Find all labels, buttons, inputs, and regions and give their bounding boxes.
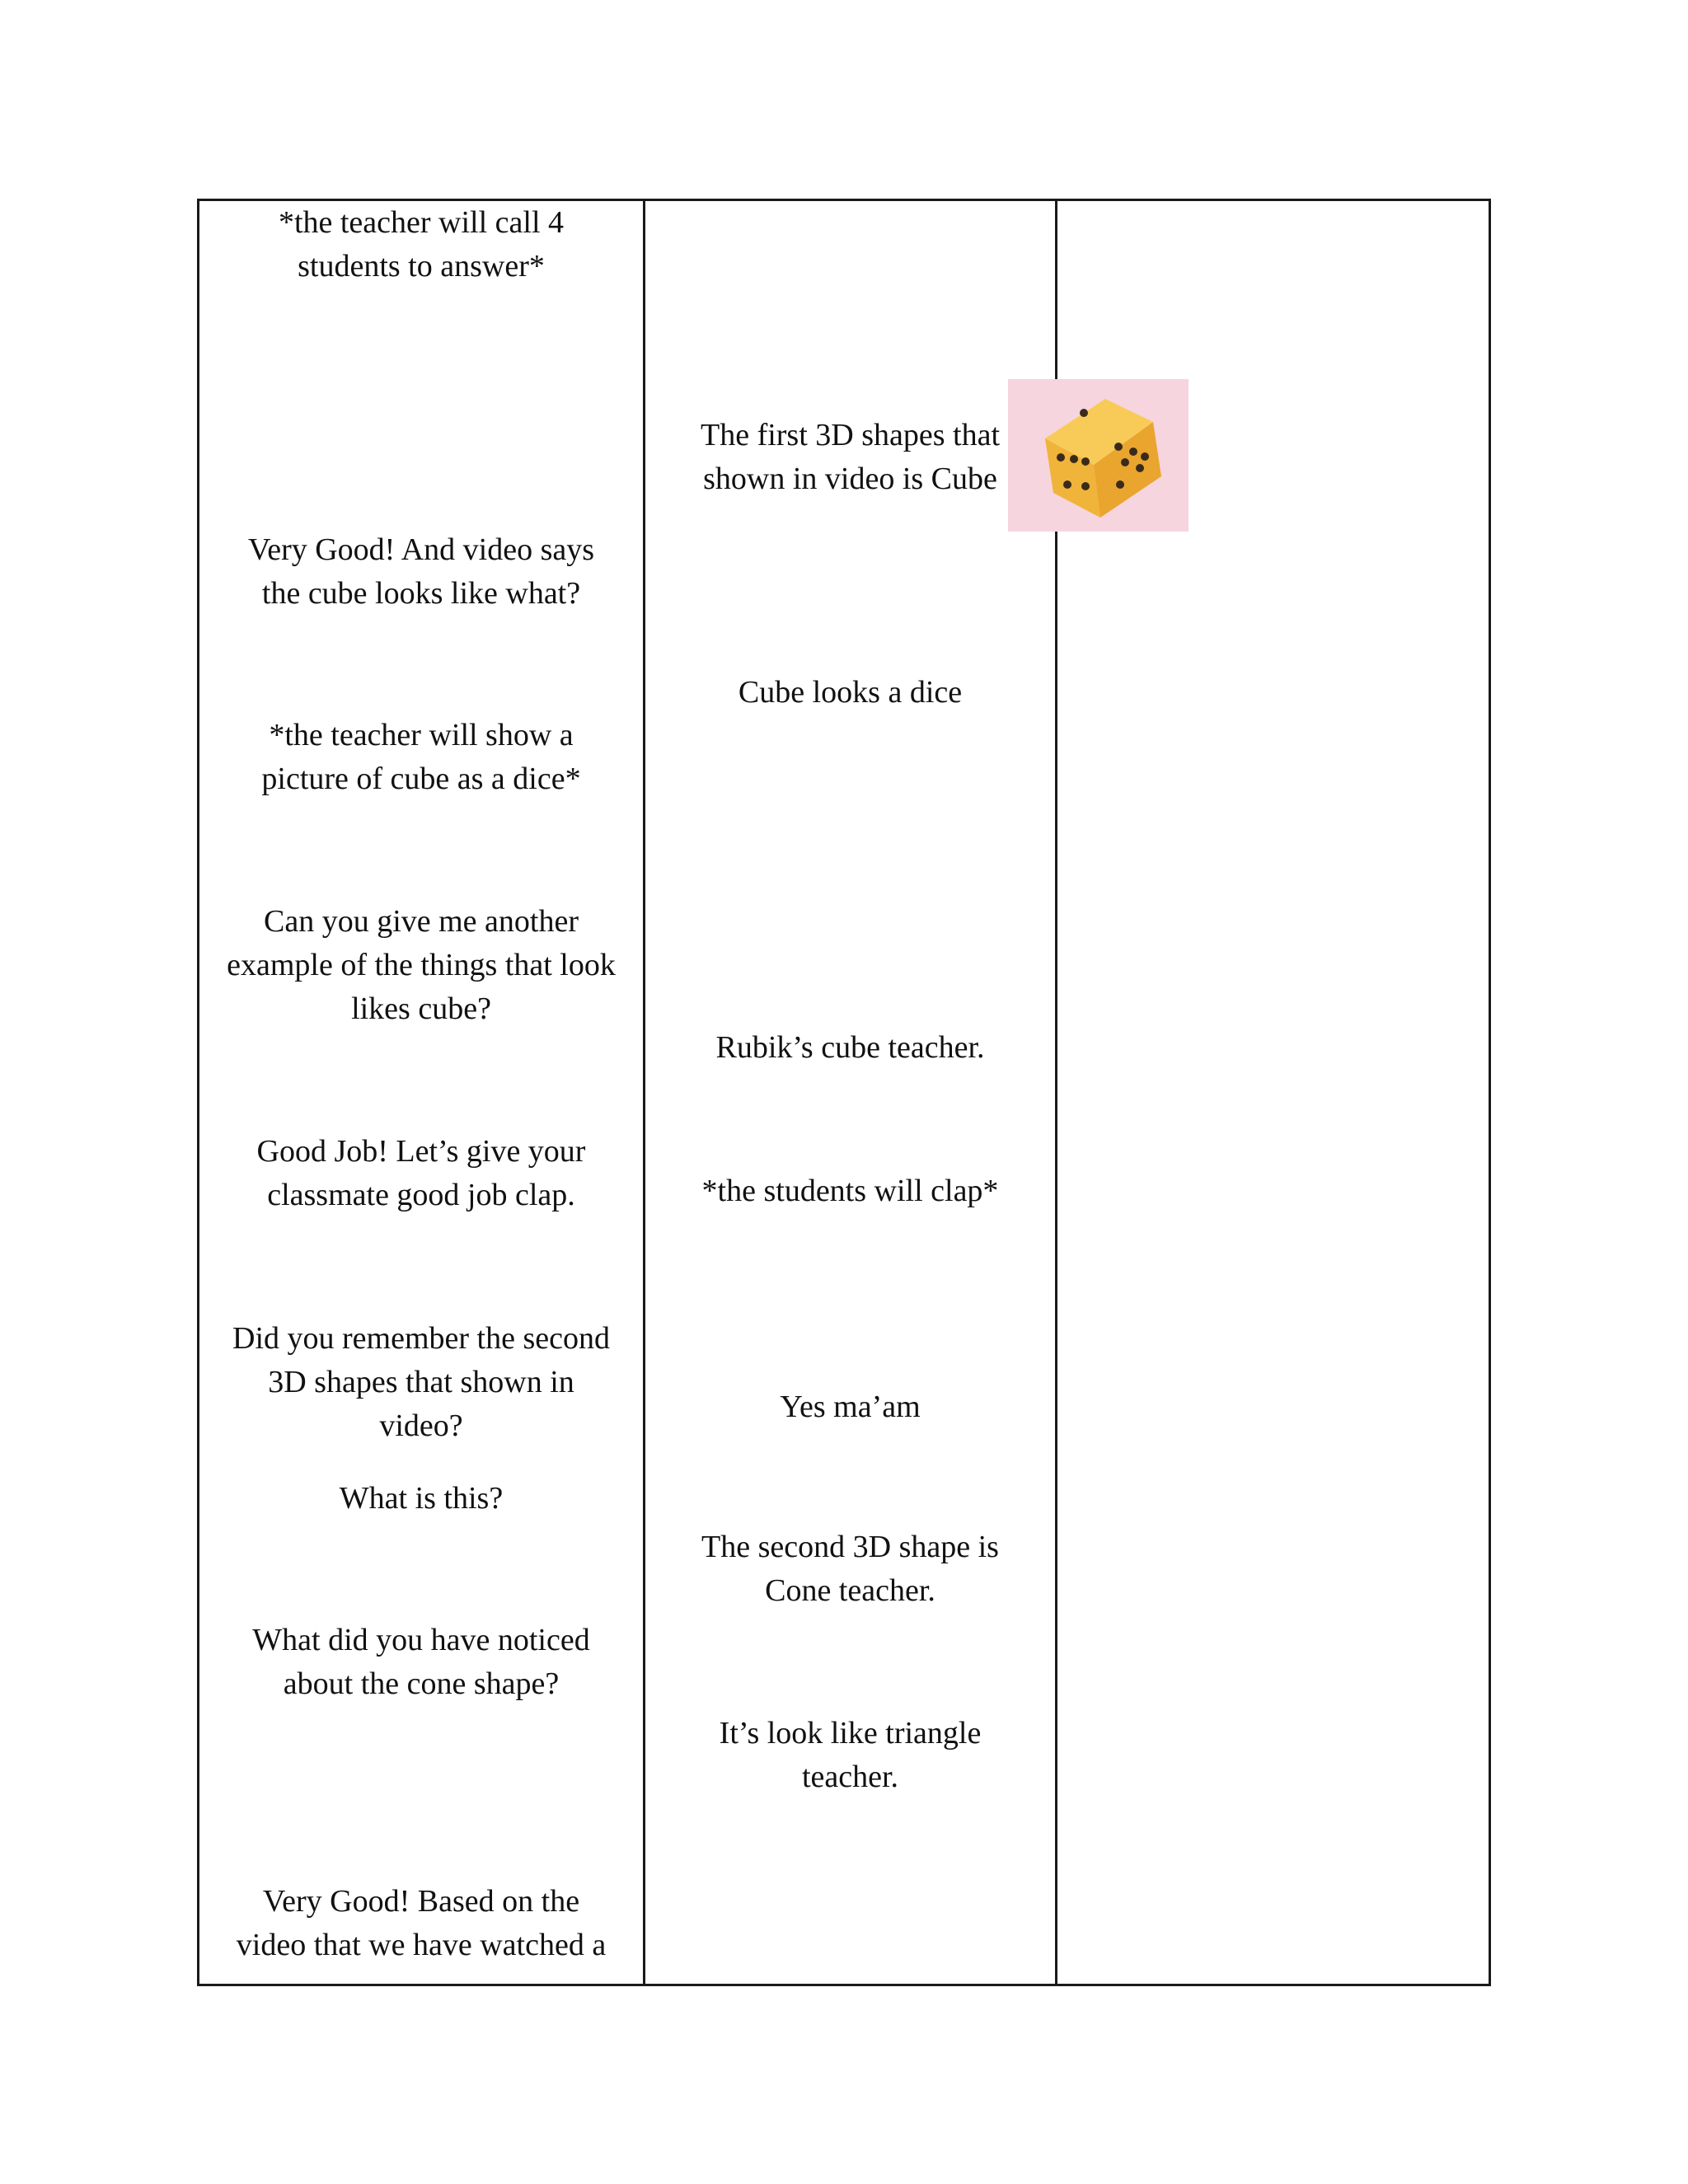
teacher-question: Can you give me another example of the things that look likes cube? <box>227 904 616 1026</box>
teacher-statement: Very Good! Based on the video that we have watched a <box>236 1884 607 1962</box>
student-response: *the students will clap* <box>701 1174 999 1208</box>
lesson-plan-table <box>197 199 1491 1986</box>
student-response: Rubik’s cube teacher. <box>715 1030 985 1065</box>
student-response: Cube looks a dice <box>738 675 963 710</box>
teacher-question: What is this? <box>339 1481 504 1516</box>
dice-icon <box>1008 379 1189 532</box>
teacher-question: Very Good! And video says the cube looks like what? <box>247 532 595 611</box>
student-response: It’s look like triangle teacher. <box>719 1716 982 1794</box>
student-response: The second 3D shape is Cone teacher. <box>701 1530 999 1608</box>
teacher-question: Did you remember the second 3D shapes that shown in video? <box>232 1321 610 1443</box>
student-response: The first 3D shapes that shown in video is Cube <box>700 418 1001 496</box>
dice-picture <box>1008 379 1189 532</box>
teacher-instruction: *the teacher will show a picture of cube as a dice* <box>261 718 581 796</box>
teacher-question: What did you have noticed about the cone shape? <box>252 1623 590 1701</box>
teacher-praise: Good Job! Let’s give your classmate good job clap. <box>256 1134 586 1212</box>
student-response: Yes ma’am <box>780 1390 921 1424</box>
teacher-instruction: *the teacher will call 4 students to answer* <box>278 205 565 284</box>
